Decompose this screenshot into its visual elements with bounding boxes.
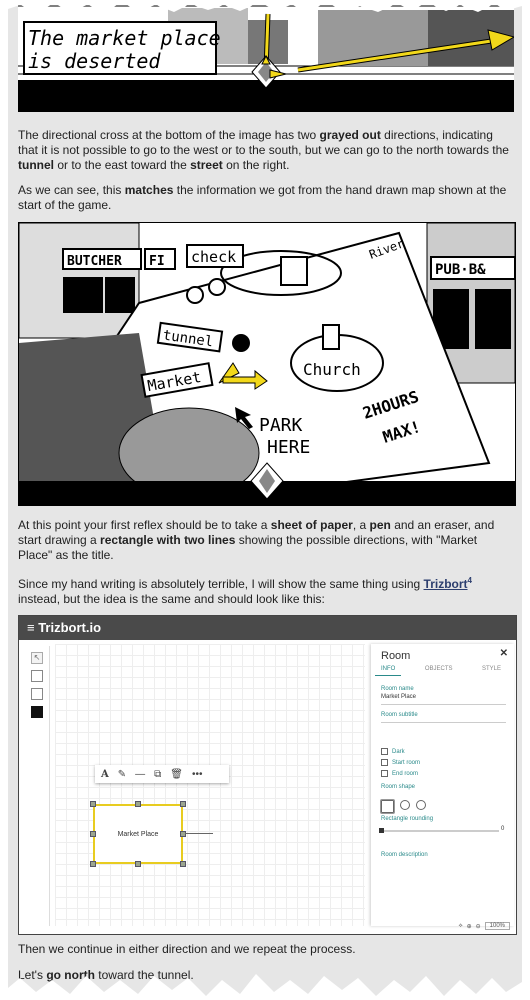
text: toward the tunnel.: [94, 968, 194, 982]
market-place-screenshot: [18, 0, 514, 112]
room-shape-options: [381, 800, 426, 813]
tab-objects[interactable]: OBJECTS: [424, 666, 453, 672]
zoom-out-icon[interactable]: ⊖: [475, 923, 481, 930]
text: the information we got from the hand drawn map shown at the start of the game.: [18, 183, 507, 212]
exit-line-east: [185, 833, 213, 834]
resize-handle[interactable]: [90, 861, 96, 867]
bold-sheet-of-paper: sheet of paper: [270, 518, 353, 532]
checkbox-icon: [381, 748, 388, 755]
paragraph-first-reflex: [18, 518, 514, 563]
bold-matches: matches: [124, 183, 174, 197]
here-label: HERE: [267, 437, 311, 458]
text-style-icon[interactable]: A: [101, 768, 109, 780]
panel-title: Room: [381, 650, 411, 662]
start-room-checkbox[interactable]: [381, 759, 420, 766]
room-context-toolbar: [95, 765, 229, 783]
bold-street: street: [190, 158, 223, 172]
text: instead, but the idea is the same and should look like this:: [18, 592, 325, 606]
hand-drawn-map-screenshot: [18, 222, 516, 506]
end-room-checkbox[interactable]: [381, 770, 418, 777]
divider: [381, 722, 506, 723]
rounding-value: 0: [501, 826, 505, 832]
dark-label: Dark: [392, 748, 405, 755]
note-tool-icon[interactable]: [31, 688, 43, 700]
zoom-level[interactable]: 100%: [485, 922, 510, 930]
paragraph-matches: [18, 183, 514, 213]
tunnel-label: tunnel: [161, 327, 215, 351]
fit-icon[interactable]: ⟡: [458, 922, 463, 929]
trizbort-title-bar[interactable]: ≡ Trizbort.io: [19, 616, 516, 640]
tab-style[interactable]: STYLE: [481, 666, 501, 672]
text: Since my hand writing is absolutely terrible, I will show the same thing using: [18, 577, 424, 591]
start-room-label: Start room: [392, 759, 421, 766]
octagon-shape-icon[interactable]: [416, 800, 426, 810]
text: showing the possible directions, with "Market Place" as the title.: [18, 533, 478, 562]
text: , a: [352, 518, 370, 532]
delete-icon[interactable]: 🗑: [170, 768, 183, 780]
select-tool-icon[interactable]: ↖: [31, 652, 43, 664]
close-icon[interactable]: ✕: [499, 648, 508, 659]
resize-handle[interactable]: [180, 831, 186, 837]
park-label: PARK: [259, 415, 303, 436]
rounding-label: Rectangle rounding: [381, 816, 434, 822]
text: or to the east toward the: [54, 158, 191, 172]
map-canvas[interactable]: [55, 644, 365, 926]
panel-tabs: [375, 666, 507, 676]
river-label: River: [367, 236, 406, 262]
room-name-input[interactable]: Market Place: [381, 694, 417, 700]
text: directions, indicating that it is not possible to go to the west or to the south, but we can go to the north towards the: [18, 128, 509, 157]
end-room-label: End room: [392, 770, 419, 777]
duplicate-icon[interactable]: ⧉: [154, 768, 162, 780]
max-label: MAX!: [380, 416, 423, 447]
text: and an eraser, and start drawing a: [18, 518, 495, 547]
text: The directional cross at the bottom of the image has two: [18, 128, 320, 142]
resize-handle[interactable]: [180, 861, 186, 867]
room-properties-panel: [371, 644, 514, 926]
torn-edge-bottom: [8, 972, 522, 1000]
hours-label: 2HOURS: [360, 386, 422, 423]
paragraph-continue: [18, 942, 514, 957]
article-page: [8, 0, 522, 1000]
bold-pen: pen: [369, 518, 391, 532]
bold-tunnel: tunnel: [18, 158, 54, 172]
ellipse-shape-icon[interactable]: [400, 800, 410, 810]
text: At this point your first reflex should be to take a: [18, 518, 271, 532]
text: As we can see, this: [18, 183, 125, 197]
text: on the right.: [222, 158, 290, 172]
church-label: Church: [303, 360, 361, 379]
resize-handle[interactable]: [180, 801, 186, 807]
text: Then we continue in either direction and we repeat the process.: [18, 942, 356, 956]
dark-checkbox[interactable]: [381, 748, 405, 755]
tab-info[interactable]: INFO: [375, 666, 401, 676]
torn-edge-top: [8, 0, 522, 14]
butcher-sign: BUTCHER: [67, 254, 122, 269]
rectangle-shape-icon[interactable]: [381, 800, 394, 813]
resize-handle[interactable]: [90, 801, 96, 807]
room-name-label: Room name: [381, 686, 414, 692]
paragraph-directional-cross: [18, 128, 514, 173]
block-tool-icon[interactable]: [31, 706, 43, 718]
room-description-label: Room description: [381, 852, 428, 858]
bold-rectangle: rectangle with two lines: [100, 533, 236, 547]
more-icon[interactable]: •••: [192, 768, 203, 780]
trizbort-toolbox: [27, 646, 50, 926]
caption-line-2: is deserted: [28, 49, 161, 73]
caption-line-1: The market place: [28, 26, 221, 50]
text: Let's: [18, 968, 47, 982]
bold-grayed-out: grayed out: [319, 128, 381, 142]
room-subtitle-input[interactable]: Room subtitle: [381, 712, 418, 718]
resize-handle[interactable]: [90, 831, 96, 837]
check-label: check: [191, 248, 237, 266]
room-label: Market Place: [117, 830, 159, 838]
zoom-in-icon[interactable]: ⊕: [466, 923, 472, 930]
room-tool-icon[interactable]: [31, 670, 43, 682]
market-label: Market: [146, 367, 203, 396]
resize-handle[interactable]: [135, 801, 141, 807]
market-place-room[interactable]: [93, 804, 183, 864]
footnote-4[interactable]: 4: [467, 576, 472, 585]
zoom-controls: [459, 922, 510, 930]
fi-sign: FI: [149, 254, 165, 269]
resize-handle[interactable]: [135, 861, 141, 867]
trizbort-screenshot: [18, 615, 517, 935]
bold-go-north: go north: [46, 968, 95, 982]
market-place-scene: [18, 0, 514, 112]
paragraph-trizbort: [18, 573, 514, 607]
trizbort-link[interactable]: Trizbort: [423, 577, 468, 591]
divider: [381, 704, 506, 705]
checkbox-icon: [381, 759, 388, 766]
map-scene: [19, 223, 515, 505]
brush-icon[interactable]: ✎: [117, 768, 127, 780]
pub-sign: PUB·B&: [435, 262, 486, 278]
rounding-slider[interactable]: [381, 830, 499, 832]
slider-knob[interactable]: [379, 828, 384, 833]
line-icon[interactable]: —: [135, 768, 146, 780]
checkbox-icon: [381, 770, 388, 777]
room-shape-label: Room shape: [381, 784, 416, 790]
